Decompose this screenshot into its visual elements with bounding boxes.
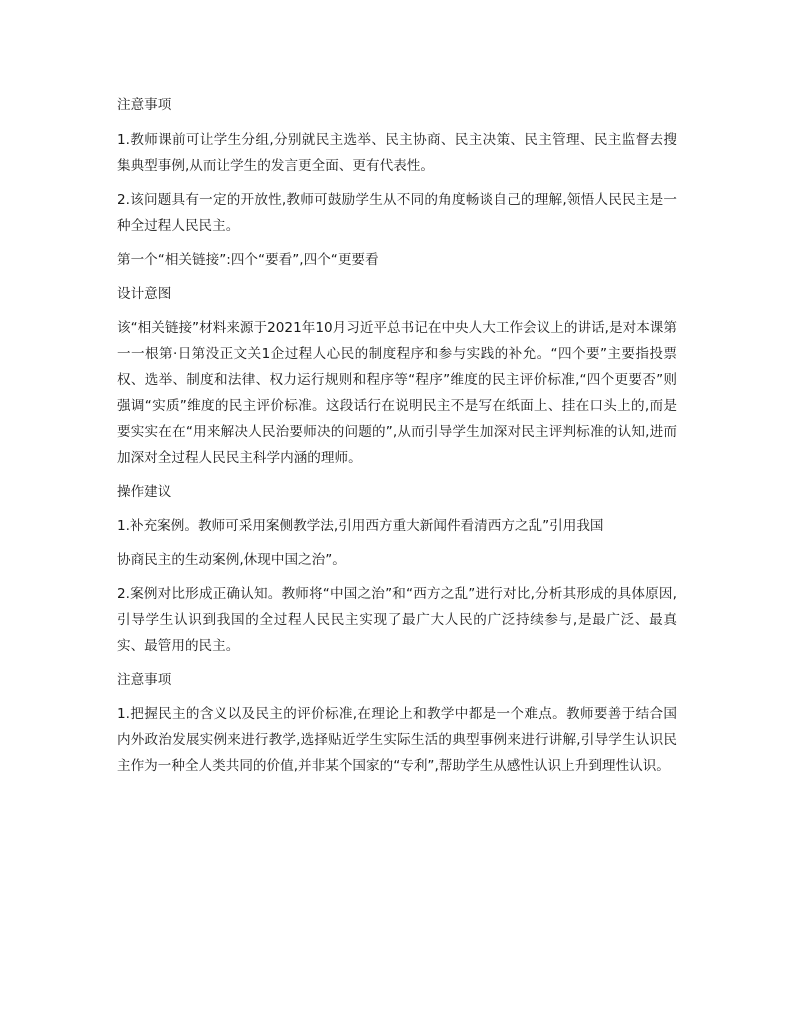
paragraph-advice-item-1-line-1: 1.补充案例。教师可采用案侧教学法,引用西方重大新闻件看清西方之乱”引用我国 [117,518,604,534]
document-body [117,92,677,779]
paragraph-design-intent: 该“相关链接”材料来源于2021年10月习近平总书记在中央人大工作会议上的讲话,是对本课第一一根第·日第没正文关1企过程人心民的制度程序和参与实践的补允。“四个要”主要指投票权、选举、制度和法律、权力运行规则和程序等“程序”维度的民主评价标准,“四个更要否”则强调“实质”维度的民主评价标准。这段话行在说明民主不是写在纸面上、挂在口头上的,而是要实实在在“用来解决人民治要师决的问题的”,从而引导学生加深对民主评判标准的认知,进而加深对全过程人民民主科学内涵的理师。 [117,320,677,466]
paragraph-advice-item-1-line-2: 协商民主的生动案例,休现中国之治”。 [117,552,346,568]
paragraph-notes-1-item-1: 1.教师课前可让学生分组,分别就民主选举、民主协商、民主决策、民主管理、民主监督去搜集典型事例,从而让学生的发言更全面、更有代表性。 [117,132,677,174]
heading-related-link: 第一个“相关链接”:四个“要看”,四个“更要看 [117,252,379,268]
heading-design-intent: 设计意图 [117,286,172,302]
heading-notes-2: 注意事项 [117,672,172,688]
heading-operation-advice: 操作建议 [117,484,172,500]
heading-notes-1: 注意事项 [117,97,172,113]
paragraph-advice-item-2: 2.案例对比形成正确认知。教师将“中国之治”和“西方之乱”进行对比,分析其形成的具体原因,引导学生认识到我国的全过程人民民主实现了最广大人民的广泛持续参与,是最广泛、最真实、最管用的民主。 [117,586,677,654]
paragraph-notes-2-item-1: 1.把握民主的含义以及民主的评价标准,在理论上和教学中都是一个难点。教师要善于结合国内外政治发展实例来进行教学,选择贴近学生实际生活的典型事例来进行讲解,引导学生认识民主作为一种全人类共同的价值,并非某个国家的“专利”,帮助学生从感性认识上升到理性认识。 [117,706,677,774]
paragraph-notes-1-item-2: 2.该问题具有一定的开放性,教师可鼓励学生从不同的角度畅谈自己的理解,领悟人民民主是一种全过程人民民主。 [117,192,677,234]
